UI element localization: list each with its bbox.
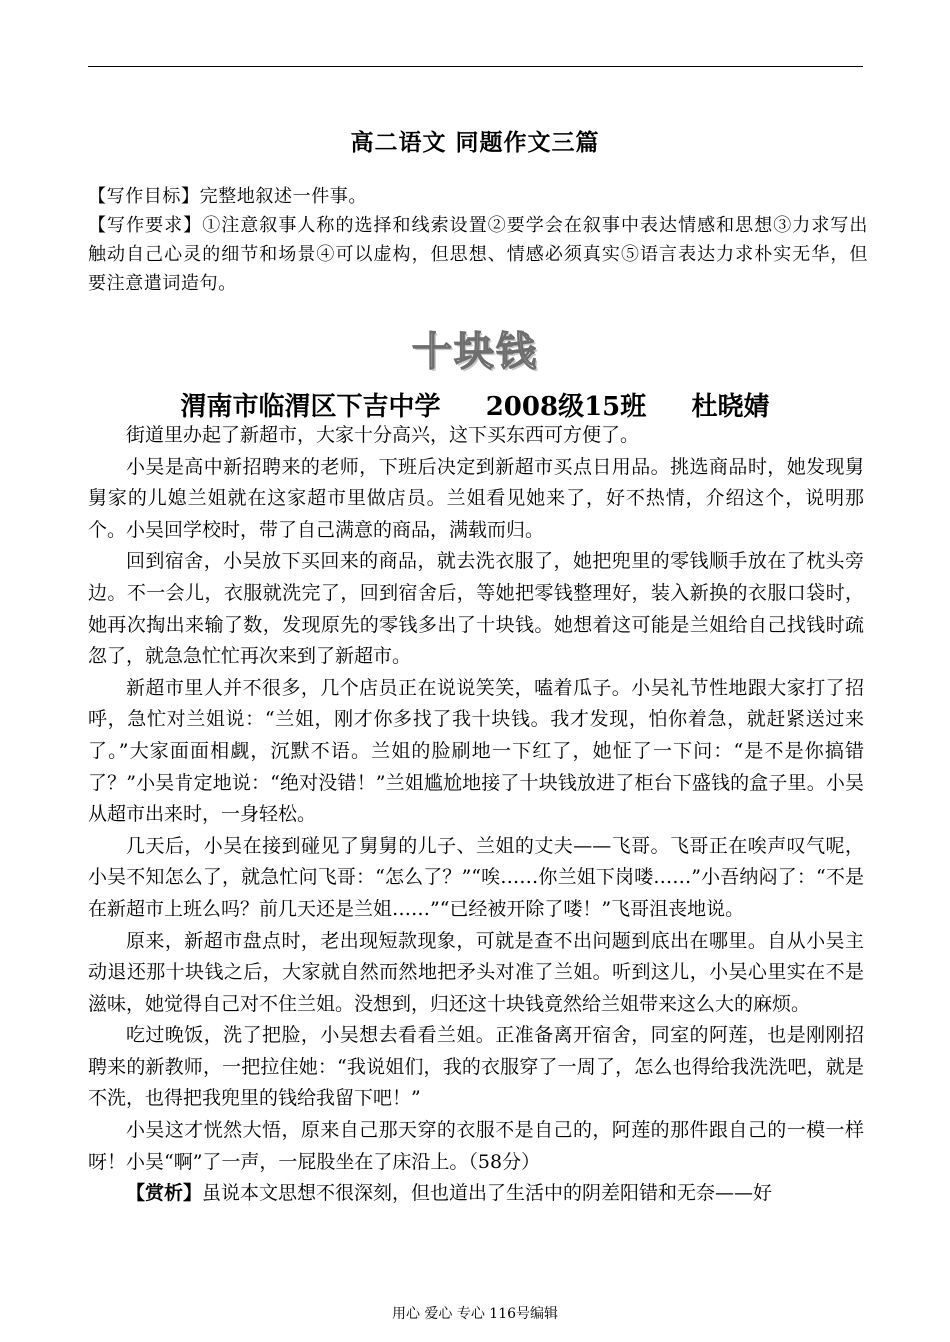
comment-text: 虽说本文思想不很深刻，但也道出了生活中的阴差阳错和无奈——好 <box>202 1182 773 1205</box>
page-footer: 用心 爱心 专心 116号编辑 <box>391 1306 559 1322</box>
paragraph: 原来，新超市盘点时，老出现短款现象，可就是查不出问题到底出在哪里。自从小吴主动退还那十块钱之后，大家就自然而然地把矛头对准了兰姐。听到这儿，小吴心里实在不是滋味，她觉得自己对不住兰姐。没想到，归还这十块钱竟然给兰姐带来这么大的麻烦。 <box>88 929 864 1015</box>
comment-paragraph <box>88 1178 864 1210</box>
paragraph: 吃过晚饭，洗了把脸，小吴想去看看兰姐。正准备离开宿舍，同室的阿莲，也是刚刚招聘来的新教师，一把拉住她：“我说姐们，我的衣服穿了一周了，怎么也得给我洗洗吧，就是不洗，也得把我兜里的钱给我留下吧！” <box>88 1024 864 1110</box>
paragraph: 街道里办起了新超市，大家十分高兴，这下买东西可方便了。 <box>126 424 640 446</box>
paragraph: 回到宿舍，小吴放下买回来的商品，就去洗衣服了，她把兜里的零钱顺手放在了枕头旁边。不一会儿，衣服就洗完了，回到宿舍后，等她把零钱整理好，装入新换的衣服口袋时，她再次掏出来输了数，发现原先的零钱多出了十块钱。她想着这可能是兰姐给自己找钱时疏忽了，就急急忙忙再次来到了新超市。 <box>88 550 864 668</box>
author-byline: 渭南市临渭区下吉中学 2008级15班 杜晓婧 <box>180 392 770 422</box>
writing-goal: 【写作目标】完整地叙述一件事。 <box>88 186 367 207</box>
paragraph: 小吴是高中新招聘来的老师，下班后决定到新超市买点日用品。挑选商品时，她发现舅舅家的儿媳兰姐就在这家超市里做店员。兰姐看见她来了，好不热情，介绍这个，说明那个。小吴回学校时，带了自己满意的商品，满载而归。 <box>88 455 864 541</box>
document-title: 高二语文 同题作文三篇 <box>350 130 600 156</box>
paragraph: 几天后，小吴在接到碰见了舅舅的儿子、兰姐的丈夫——飞哥。飞哥正在唉声叹气呢，小吴不知怎么了，就急忙问飞哥：“怎么了？”“唉……你兰姐下岗喽……”小吾纳闷了：“不是在新超市上班么吗？前几天还是兰姐……”“已经被开除了喽！”飞哥沮丧地说。 <box>88 834 864 920</box>
header-rule <box>88 66 863 67</box>
paragraph: 新超市里人并不很多，几个店员正在说说笑笑，嗑着瓜子。小吴礼节性地跟大家打了招呼，急忙对兰姐说：“兰姐，刚才你多找了我十块钱。我才发现，怕你着急，就赶紧送过来了。”大家面面相觑，沉默不语。兰姐的脸刷地一下红了，她怔了一下问：“是不是你搞错了？”小吴肯定地说：“绝对没错！”兰姐尴尬地接了十块钱放进了柜台下盛钱的盒子里。小吴从超市出来时，一身轻松。 <box>88 676 864 826</box>
essay-body <box>88 420 864 1210</box>
writing-demands: 【写作要求】①注意叙事人称的选择和线索设置②要学会在叙事中表达情感和思想③力求写出触动自己心灵的细节和场景④可以虚构，但思想、情感必须真实⑤语言表达力求朴实无华，但要注意遣词造句。 <box>88 215 868 294</box>
paragraph: 小吴这才恍然大悟，原来自己那天穿的衣服不是自己的，阿莲的那件跟自己的一模一样呀！小吴“啊”了一声，一屁股坐在了床沿上。（58分） <box>88 1119 864 1173</box>
essay-title: 十块钱 <box>412 328 538 375</box>
writing-requirements <box>88 182 868 298</box>
comment-tag: 【赏析】 <box>126 1182 203 1205</box>
